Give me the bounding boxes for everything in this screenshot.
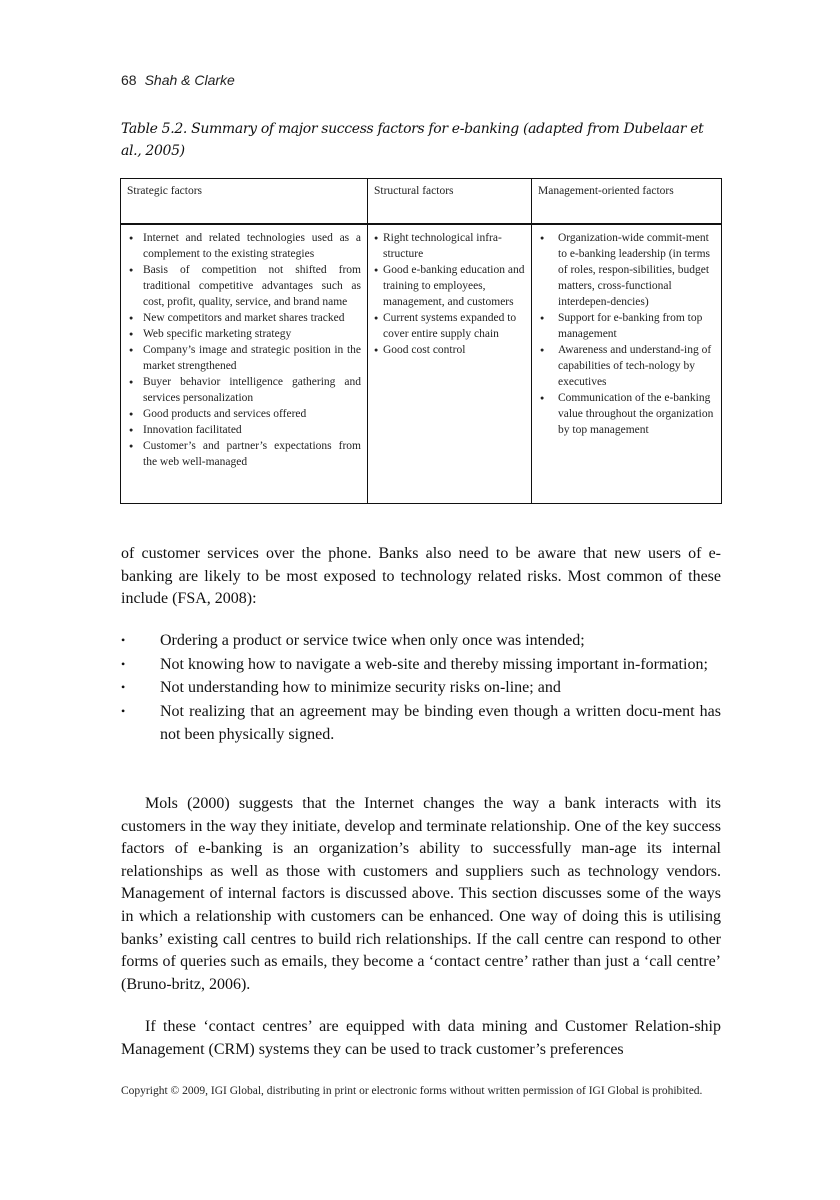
list-item: ● Organization-wide commit-ment to e-banking leadership (in terms of roles, respon-sibilities, budget matters, cross-functional interdepen-dencies) — [538, 230, 715, 310]
list-item: ● Good cost control — [374, 342, 525, 358]
copyright-footer: Copyright © 2009, IGI Global, distributing in print or electronic forms without written permission of IGI Global is prohibited. — [121, 1085, 703, 1097]
risk-bullet-list — [121, 629, 721, 747]
list-item: ● Innovation facilitated — [127, 422, 361, 438]
column-header-management: Management-oriented factors — [532, 179, 722, 225]
running-head — [121, 72, 235, 88]
list-item: ● Good products and services offered — [127, 406, 361, 422]
column-header-strategic: Strategic factors — [121, 179, 368, 225]
page-number: 68 — [121, 72, 137, 88]
list-item: ● Customer’s and partner’s expectations from the web well-managed — [127, 438, 361, 470]
list-item: ● Right technological infra-structure — [374, 230, 525, 262]
list-item: ● Internet and related technologies used as a complement to the existing strategies — [127, 230, 361, 262]
list-item: ● Basis of competition not shifted from traditional competitive advantages such as cost, profit, quality, service, and brand name — [127, 262, 361, 310]
running-head-authors: Shah & Clarke — [144, 72, 235, 88]
list-item: ● Good e-banking education and training to employees, management, and customers — [374, 262, 525, 310]
management-factors-list — [538, 230, 715, 438]
table-caption: Table 5.2. Summary of major success factors for e-banking (adapted from Dubelaar et al., 2005) — [121, 121, 704, 159]
list-item: • Not realizing that an agreement may be binding even though a written docu-ment has not been physically signed. — [121, 700, 721, 747]
list-item: ● Buyer behavior intelligence gathering and services personalization — [127, 374, 361, 406]
list-item: • Not understanding how to minimize security risks on-line; and — [121, 676, 721, 700]
list-item: ● Communication of the e-banking value throughout the organization by top management — [538, 390, 715, 438]
structural-factors-list — [374, 230, 525, 358]
list-item: ● Awareness and understand-ing of capabilities of tech-nology by executives — [538, 342, 715, 390]
list-item: ● Current systems expanded to cover entire supply chain — [374, 310, 525, 342]
list-item: • Ordering a product or service twice when only once was intended; — [121, 629, 721, 653]
structural-factors-cell — [368, 224, 532, 504]
list-item: ● Company’s image and strategic position in the market strengthened — [127, 342, 361, 374]
strategic-factors-cell — [121, 224, 368, 504]
management-factors-cell — [532, 224, 722, 504]
list-item: ● Web specific marketing strategy — [127, 326, 361, 342]
body-paragraph: If these ‘contact centres’ are equipped with data mining and Customer Relation-ship Management (CRM) systems they can be used to track customer’s preferences — [121, 1018, 721, 1058]
success-factors-table — [120, 178, 722, 504]
column-header-structural: Structural factors — [368, 179, 532, 225]
strategic-factors-list — [127, 230, 361, 470]
list-item: • Not knowing how to navigate a web-site and thereby missing important in-formation; — [121, 653, 721, 677]
table-header-row — [121, 179, 722, 225]
table-row — [121, 224, 722, 504]
list-item: ● New competitors and market shares tracked — [127, 310, 361, 326]
body-paragraph: of customer services over the phone. Banks also need to be aware that new users of e-banking are likely to be most exposed to technology related risks. Most common of these include (FSA, 2008): — [121, 545, 721, 608]
body-paragraph: Mols (2000) suggests that the Internet changes the way a bank interacts with its customers in the way they initiate, develop and terminate relationship. One of the key success factors of e-banking is an organization’s ability to successfully man-age its internal relationships as well as those with customers and suppliers such as technology vendors. Management of internal factors is discussed above. This section discusses some of the ways in which a relationship with customers can be enhanced. One way of doing this is utilising banks’ existing call centres to build rich relationships. If the call centre can respond to other forms of queries such as emails, they become a ‘contact centre’ rather than just a ‘call centre’ (Bruno-britz, 2006). — [121, 795, 721, 993]
list-item: ● Support for e-banking from top management — [538, 310, 715, 342]
